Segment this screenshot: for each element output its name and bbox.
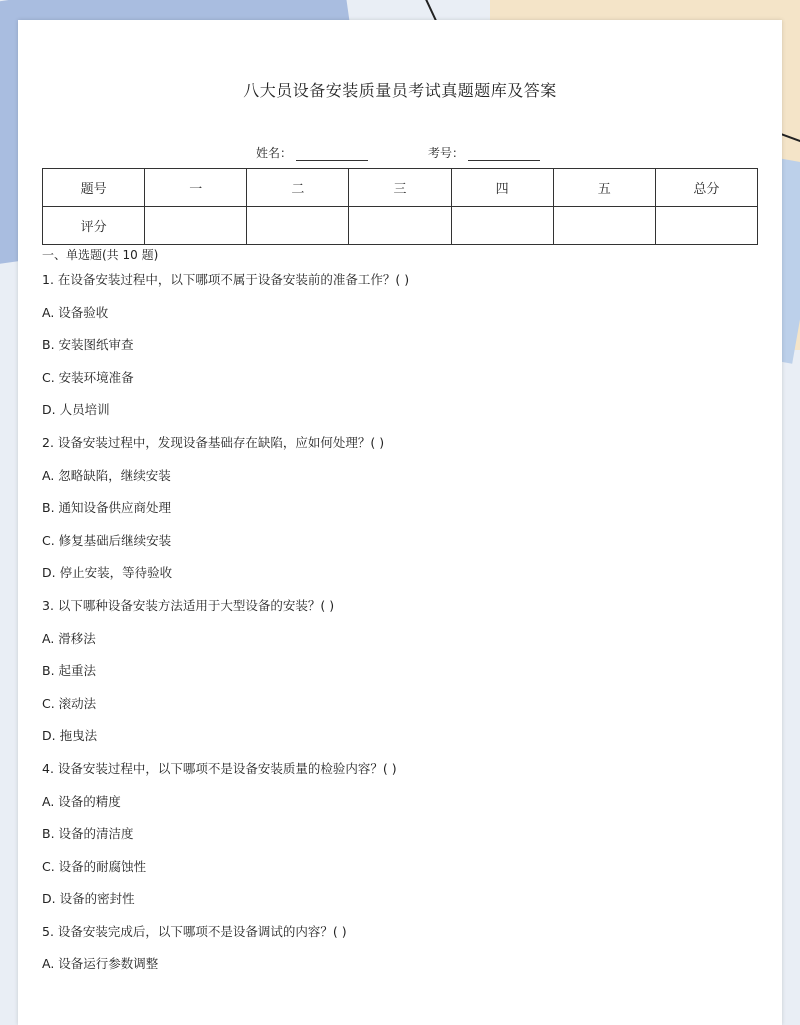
- option-text: A. 滑移法: [42, 630, 96, 646]
- score-table: [42, 168, 758, 245]
- score-cell: [247, 207, 349, 245]
- option-text: A. 设备的精度: [42, 793, 121, 809]
- option-text: C. 设备的耐腐蚀性: [42, 858, 147, 874]
- score-table-score-row: [43, 207, 758, 245]
- page-title: 八大员设备安装质量员考试真题题库及答案: [243, 81, 557, 100]
- question-text: 2. 设备安装过程中，发现设备基础存在缺陷，应如何处理？( ): [42, 434, 385, 450]
- option-text: A. 设备验收: [42, 304, 109, 320]
- score-header-cell: 三: [349, 169, 451, 207]
- option-text: A. 设备运行参数调整: [42, 956, 159, 972]
- score-cell: [553, 207, 655, 245]
- name-field: [256, 144, 368, 161]
- section-heading: 一、单选题(共 10 题): [42, 248, 159, 262]
- score-table-header-row: [43, 169, 758, 207]
- score-cell: [655, 207, 757, 245]
- option-text: B. 安装图纸审查: [42, 337, 134, 353]
- option-text: C. 安装环境准备: [42, 369, 134, 385]
- score-header-cell: 四: [451, 169, 553, 207]
- id-field: [428, 144, 540, 161]
- id-blank: [468, 148, 540, 161]
- option-text: C. 滚动法: [42, 695, 97, 711]
- question-text: 1. 在设备安装过程中，以下哪项不属于设备安装前的准备工作？( ): [42, 272, 410, 287]
- score-cell: [349, 207, 451, 245]
- option-text: B. 通知设备供应商处理: [42, 500, 172, 516]
- exam-paper: [18, 20, 782, 1025]
- score-header-cell: 一: [145, 169, 247, 207]
- score-row-label: 评分: [43, 207, 145, 245]
- score-header-cell: 总分: [655, 169, 757, 207]
- score-header-cell: 二: [247, 169, 349, 207]
- id-label: 考号：: [428, 146, 465, 160]
- score-cell: [145, 207, 247, 245]
- option-text: D. 停止安装，等待验收: [42, 565, 173, 581]
- score-header-cell: 五: [553, 169, 655, 207]
- question-list: [42, 272, 758, 989]
- question-text: 3. 以下哪种设备安装方法适用于大型设备的安装？( ): [42, 597, 335, 613]
- question-text: 4. 设备安装过程中，以下哪项不是设备安装质量的检验内容？( ): [42, 760, 397, 776]
- score-header-cell: 题号: [43, 169, 145, 207]
- option-text: D. 设备的密封性: [42, 891, 135, 907]
- option-text: B. 设备的清洁度: [42, 826, 134, 842]
- score-cell: [451, 207, 553, 245]
- option-text: A. 忽略缺陷，继续安装: [42, 467, 171, 483]
- option-text: D. 拖曳法: [42, 728, 98, 744]
- name-blank: [296, 148, 368, 161]
- name-label: 姓名：: [256, 146, 293, 160]
- option-text: C. 修复基础后继续安装: [42, 532, 172, 548]
- question-text: 5. 设备安装完成后，以下哪项不是设备调试的内容？( ): [42, 923, 347, 939]
- option-text: D. 人员培训: [42, 402, 110, 418]
- option-text: B. 起重法: [42, 663, 97, 679]
